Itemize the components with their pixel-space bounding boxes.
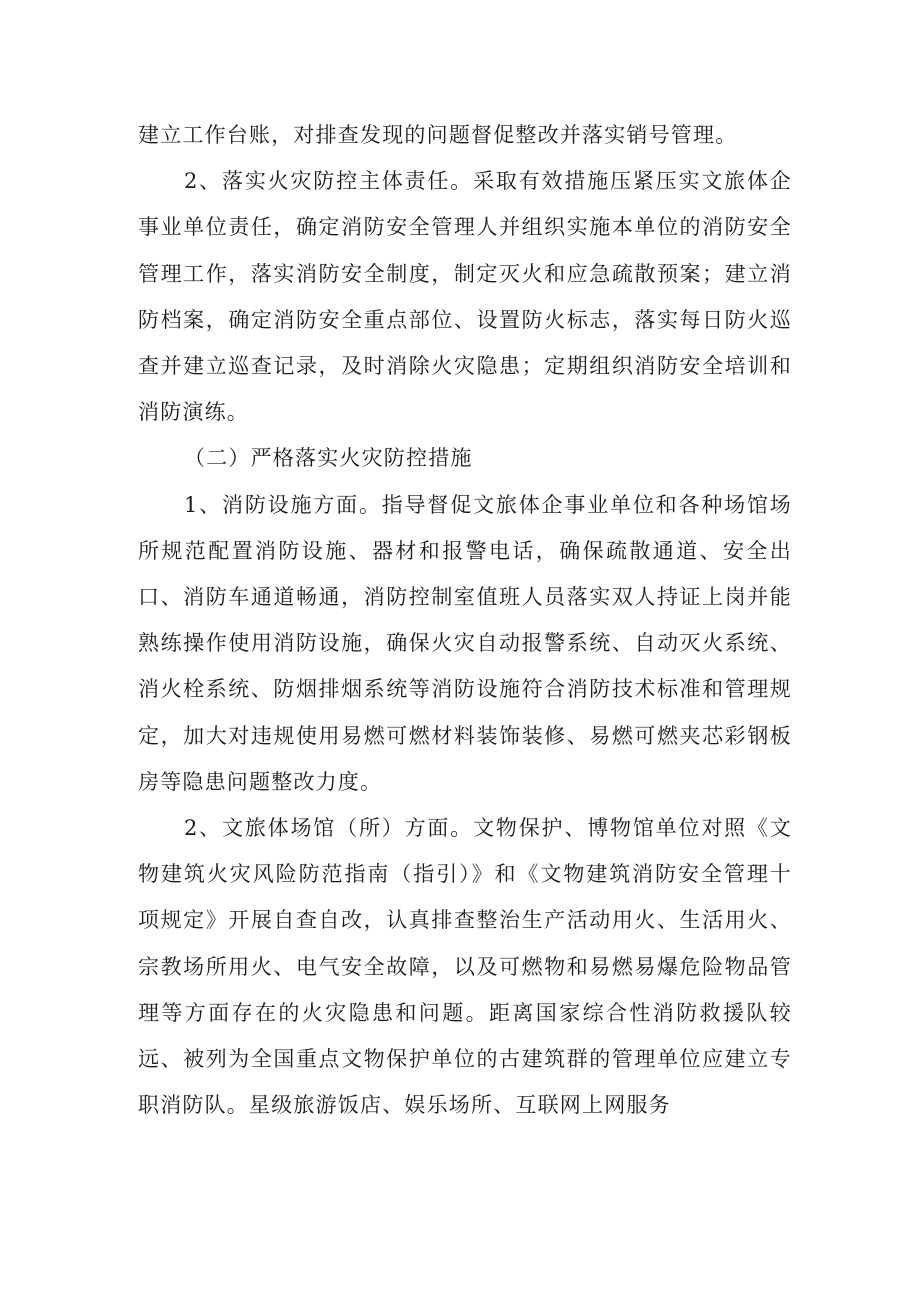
- paragraph-item-2-responsibility: 2、落实火灾防控主体责任。采取有效措施压紧压实文旅体企事业单位责任，确定消防安全管理人并组织实施本单位的消防安全管理工作，落实消防安全制度，制定灭火和应急疏散预案；建立消防档案，确定消防安全重点部位、设置防火标志，落实每日防火巡查并建立巡查记录，及时消除火灾隐患；定期组织消防安全培训和消防演练。: [138, 169, 792, 425]
- paragraph-item-1-fire-facilities: 1、消防设施方面。指导督促文旅体企事业单位和各种场馆场所规范配置消防设施、器材和报警电话，确保疏散通道、安全出口、消防车通道畅通，消防控制室值班人员落实双人持证上岗并能熟练操作使用消防设施，确保火灾自动报警系统、自动灭火系统、消火栓系统、防烟排烟系统等消防设施符合消防技术标准和管理规定，加大对违规使用易燃可燃材料装饰装修、易燃可燃夹芯彩钢板房等隐患问题整改力度。: [138, 492, 792, 794]
- paragraph-continuation: 建立工作台账，对排查发现的问题督促整改并落实销号管理。: [138, 123, 738, 147]
- document-body: [138, 112, 792, 1128]
- section-heading-2: （二）严格落实火灾防控措施: [184, 446, 473, 471]
- paragraph-item-2-venues: 2、文旅体场馆（所）方面。文物保护、博物馆单位对照《文物建筑火灾风险防范指南（指引）》和《文物建筑消防安全管理十项规定》开展自查自改，认真排查整治生产活动用火、生活用火、宗教场所用火、电气安全故障，以及可燃物和易燃易爆危险物品管理等方面存在的火灾隐患和问题。距离国家综合性消防救援队较远、被列为全国重点文物保护单位的古建筑群的管理单位应建立专职消防队。星级旅游饭店、娱乐场所、互联网上网服务: [138, 816, 792, 1118]
